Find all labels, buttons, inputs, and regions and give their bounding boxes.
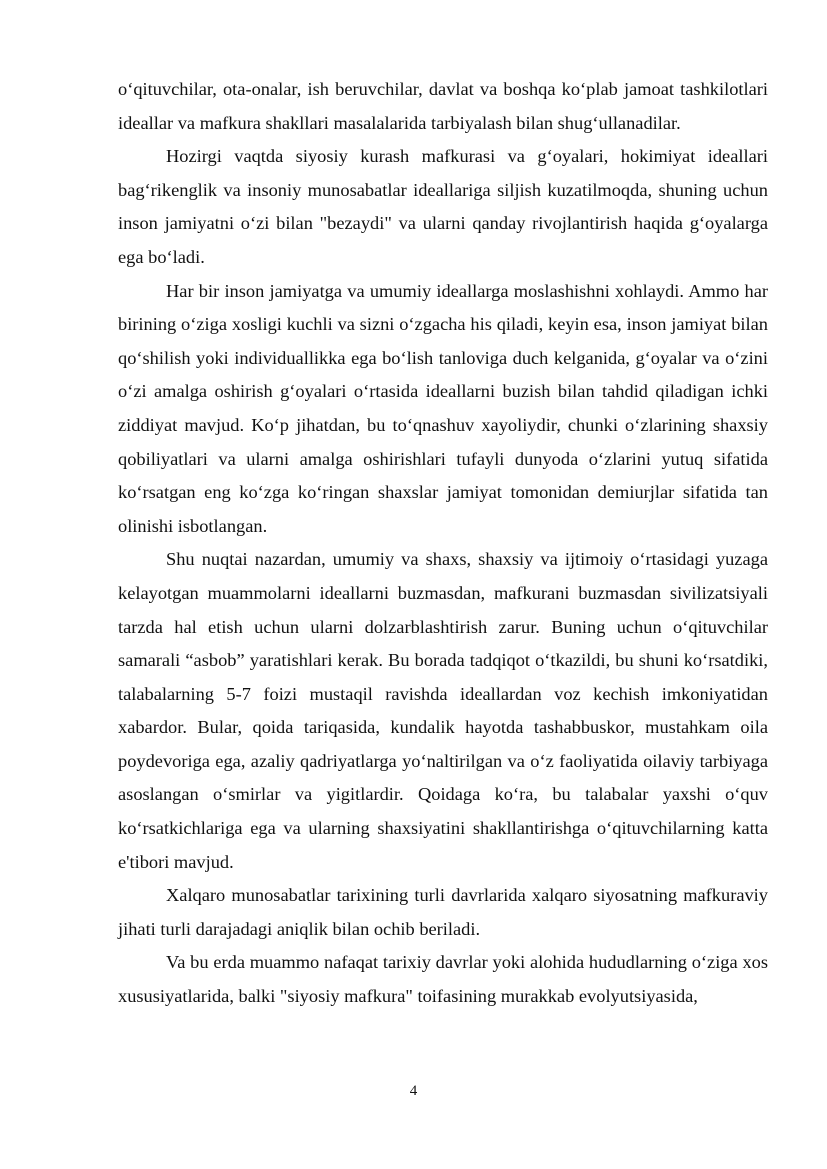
- paragraph-2: Hozirgi vaqtda siyosiy kurash mafkurasi va g‘oyalari, hokimiyat ideallari bag‘rikenglik va insoniy munosabatlar ideallariga siljish kuzatilmoqda, shuning uchun inson jamiyatni o‘zi bilan "bezaydi" va ularni qanday rivojlantirish haqida g‘oyalarga ega bo‘ladi.: [118, 146, 768, 267]
- paragraph-5: Xalqaro munosabatlar tarixining turli davrlarida xalqaro siyosatning mafkuraviy jihati turli darajadagi aniqlik bilan ochib beriladi.: [118, 885, 768, 939]
- paragraph-4: Shu nuqtai nazardan, umumiy va shaxs, shaxsiy va ijtimoiy o‘rtasidagi yuzaga kelayotgan muammolarni ideallarni buzmasdan, mafkurani buzmasdan sivilizatsiyali tarzda hal etish uchun ularni dolzarblashtirish zarur. Buning uchun o‘qituvchilar samarali “asbob” yaratishlari kerak. Bu borada tadqiqot o‘tkazildi, bu shuni ko‘rsatdiki, talabalarning 5-7 foizi mustaqil ravishda ideallardan voz kechish imkoniyatidan xabardor. Bular, qoida tariqasida, kundalik hayotda tashabbuskor, mustahkam oila poydevoriga ega, azaliy qadriyatlarga yo‘naltirilgan va o‘z faoliyatida oilaviy tarbiyaga asoslangan o‘smirlar va yigitlardir. Qoidaga ko‘ra, bu talabalar yaxshi o‘quv ko‘rsatkichlariga ega va ularning shaxsiyatini shakllantirishga o‘qituvchilarning katta e'tibori mavjud.: [118, 549, 768, 872]
- paragraph-1: o‘qituvchilar, ota-onalar, ish beruvchilar, davlat va boshqa ko‘plab jamoat tashkilotlari ideallar va mafkura shakllari masalalarida tarbiyalash bilan shug‘ullanadilar.: [118, 79, 768, 133]
- page-number: 4: [409, 1083, 418, 1099]
- paragraph-3: Har bir inson jamiyatga va umumiy ideallarga moslashishni xohlaydi. Ammo har birining o‘ziga xosligi kuchli va sizni o‘zgacha his qiladi, keyin esa, inson jamiyat bilan qo‘shilish yoki individuallikka ega bo‘lish tanloviga duch kelganida, g‘oyalar va o‘zini o‘zi amalga oshirish g‘oyalari o‘rtasida ideallarni buzish bilan tahdid qiladigan ichki ziddiyat mavjud. Ko‘p jihatdan, bu to‘qnashuv xayoliydir, chunki o‘zlarining shaxsiy qobiliyatlari va ularni amalga oshirishlari tufayli dunyoda o‘zlarini yutuq sifatida ko‘rsatgan eng ko‘zga ko‘ringan shaxslar jamiyat tomonidan demiurjlar sifatida tan olinishi isbotlangan.: [118, 280, 768, 536]
- paragraph-6: Va bu erda muammo nafaqat tarixiy davrlar yoki alohida hududlarning o‘ziga xos xususiyatlarida, balki "siyosiy mafkura" toifasining murakkab evolyutsiyasida,: [118, 952, 768, 1007]
- document-body: [118, 73, 768, 1014]
